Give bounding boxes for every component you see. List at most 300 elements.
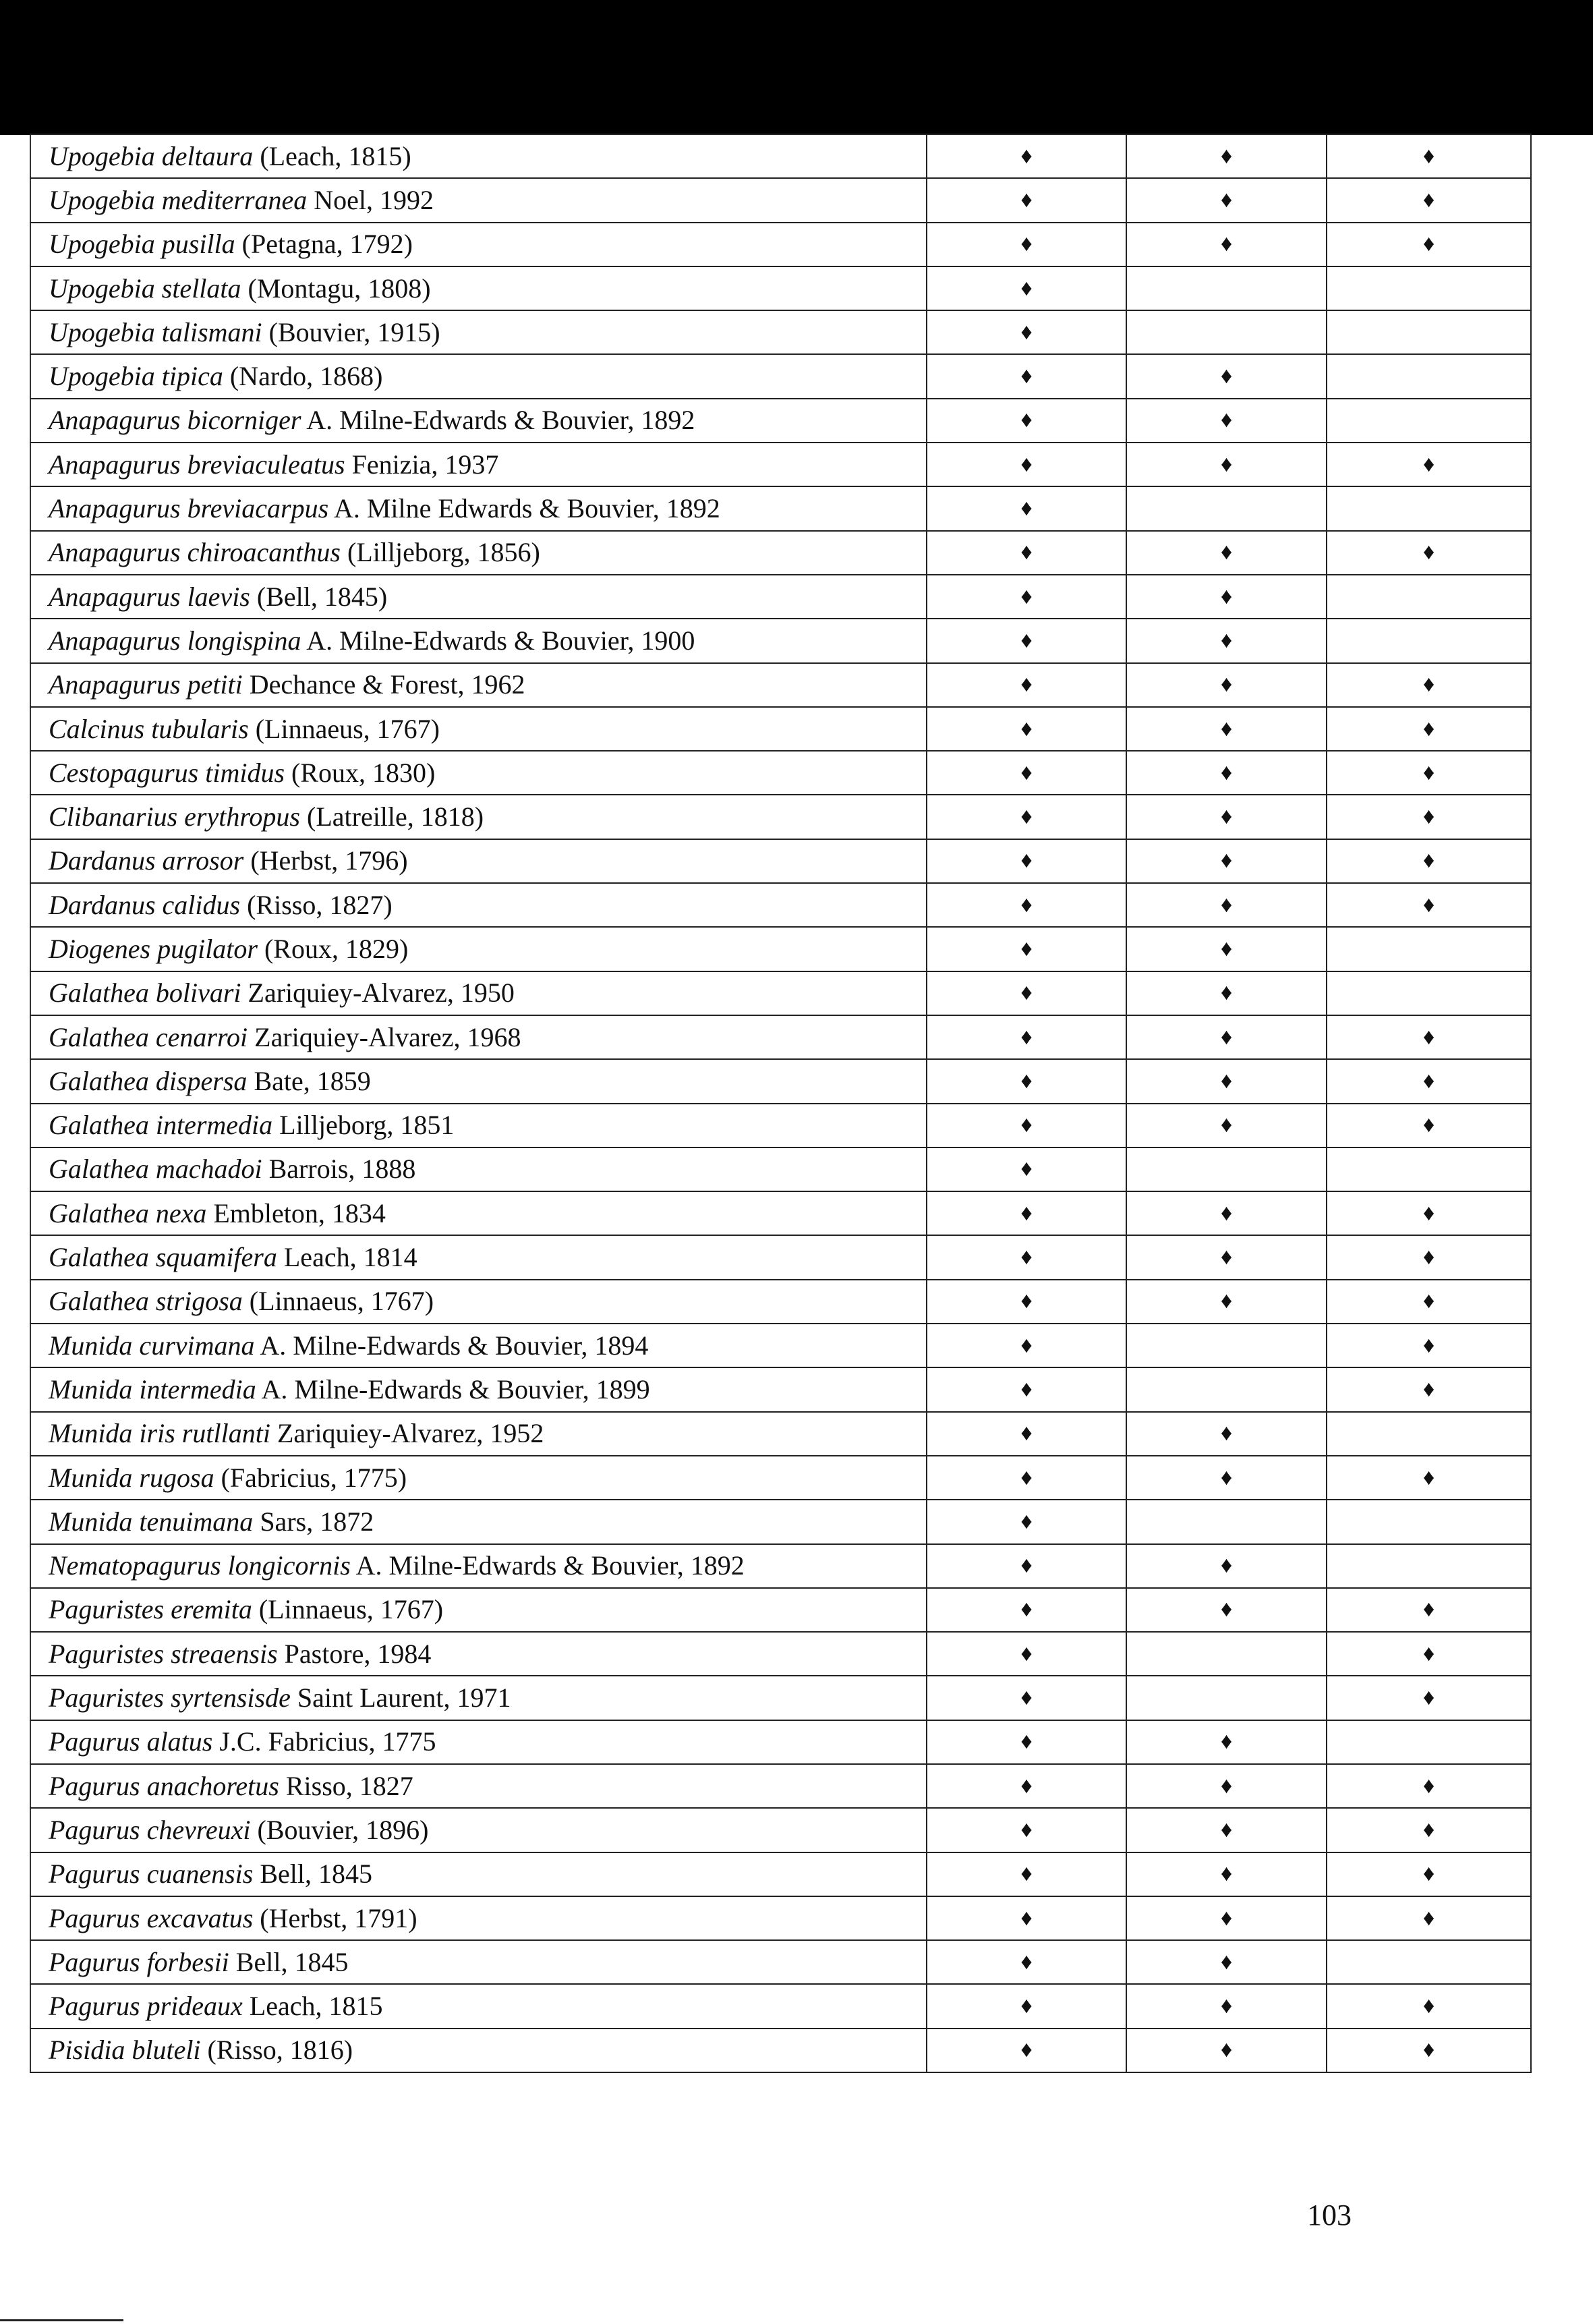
presence-cell-3 bbox=[1327, 971, 1531, 1015]
species-cell bbox=[30, 2029, 927, 2072]
presence-cell-1 bbox=[927, 1632, 1126, 1676]
species-cell bbox=[30, 1412, 927, 1456]
taxon-name: Cestopagurus timidus bbox=[49, 757, 285, 788]
table-row bbox=[30, 531, 1531, 575]
presence-cell-2 bbox=[1126, 1764, 1327, 1808]
species-cell bbox=[30, 971, 927, 1015]
presence-cell-3 bbox=[1327, 399, 1531, 443]
taxon-authority: (Leach, 1815) bbox=[260, 140, 411, 171]
table-row bbox=[30, 266, 1531, 310]
taxon-name: Pagurus alatus bbox=[49, 1726, 213, 1757]
taxon-name: Galathea squamifera bbox=[49, 1242, 277, 1273]
presence-cell-3 bbox=[1327, 1940, 1531, 1984]
diamond-icon: ♦ bbox=[1220, 231, 1233, 257]
taxon-authority: (Montagu, 1808) bbox=[248, 273, 431, 304]
presence-cell-1 bbox=[927, 1720, 1126, 1764]
taxon-authority: Noel, 1992 bbox=[314, 184, 434, 215]
diamond-icon: ♦ bbox=[1020, 848, 1033, 874]
table-row bbox=[30, 2029, 1531, 2072]
presence-cell-1 bbox=[927, 531, 1126, 575]
taxon-authority: Embleton, 1834 bbox=[213, 1197, 386, 1228]
taxon-authority: A. Milne-Edwards & Bouvier, 1899 bbox=[261, 1373, 650, 1405]
diamond-icon: ♦ bbox=[1020, 672, 1033, 698]
diamond-icon: ♦ bbox=[1020, 1156, 1033, 1182]
diamond-icon: ♦ bbox=[1020, 540, 1033, 565]
presence-cell-2 bbox=[1126, 443, 1327, 486]
diamond-icon: ♦ bbox=[1422, 187, 1435, 212]
species-cell bbox=[30, 354, 927, 398]
presence-cell-3 bbox=[1327, 1280, 1531, 1324]
presence-cell-3 bbox=[1327, 1015, 1531, 1059]
presence-cell-2 bbox=[1126, 310, 1327, 354]
taxon-name: Anapagurus petiti bbox=[49, 669, 243, 700]
presence-cell-1 bbox=[927, 178, 1126, 222]
table-row bbox=[30, 399, 1531, 443]
diamond-icon: ♦ bbox=[1020, 627, 1033, 653]
diamond-icon: ♦ bbox=[1220, 1729, 1233, 1755]
species-cell bbox=[30, 1632, 927, 1676]
presence-cell-1 bbox=[927, 486, 1126, 530]
species-cell bbox=[30, 178, 927, 222]
presence-cell-3 bbox=[1327, 1984, 1531, 2028]
diamond-icon: ♦ bbox=[1020, 1553, 1033, 1579]
table-row bbox=[30, 1191, 1531, 1235]
taxon-name: Diogenes pugilator bbox=[49, 933, 258, 964]
presence-cell-1 bbox=[927, 1059, 1126, 1103]
presence-cell-3 bbox=[1327, 1235, 1531, 1279]
presence-cell-1 bbox=[927, 927, 1126, 971]
taxon-authority: (Bouvier, 1896) bbox=[257, 1814, 429, 1845]
species-cell bbox=[30, 1280, 927, 1324]
diamond-icon: ♦ bbox=[1020, 1112, 1033, 1138]
presence-cell-1 bbox=[927, 1412, 1126, 1456]
presence-cell-3 bbox=[1327, 1367, 1531, 1411]
presence-cell-2 bbox=[1126, 1324, 1327, 1367]
taxon-name: Galathea strigosa bbox=[49, 1286, 243, 1317]
presence-cell-3 bbox=[1327, 707, 1531, 751]
diamond-icon: ♦ bbox=[1220, 1597, 1233, 1622]
species-cell bbox=[30, 1147, 927, 1191]
diamond-icon: ♦ bbox=[1020, 1817, 1033, 1842]
diamond-icon: ♦ bbox=[1422, 1245, 1435, 1270]
diamond-icon: ♦ bbox=[1422, 1773, 1435, 1798]
diamond-icon: ♦ bbox=[1220, 1817, 1233, 1842]
diamond-icon: ♦ bbox=[1020, 1288, 1033, 1314]
species-cell bbox=[30, 1015, 927, 1059]
diamond-icon: ♦ bbox=[1422, 1332, 1435, 1358]
table-row bbox=[30, 1280, 1531, 1324]
taxon-name: Galathea bolivari bbox=[49, 977, 241, 1009]
species-cell bbox=[30, 443, 927, 486]
table-row bbox=[30, 1984, 1531, 2028]
diamond-icon: ♦ bbox=[1220, 187, 1233, 212]
presence-cell-1 bbox=[927, 971, 1126, 1015]
presence-cell-2 bbox=[1126, 1059, 1327, 1103]
presence-cell-1 bbox=[927, 751, 1126, 795]
taxon-name: Anapagurus chiroacanthus bbox=[49, 537, 341, 568]
species-cell bbox=[30, 1720, 927, 1764]
species-cell bbox=[30, 575, 927, 619]
presence-cell-3 bbox=[1327, 1412, 1531, 1456]
diamond-icon: ♦ bbox=[1220, 407, 1233, 433]
diamond-icon: ♦ bbox=[1020, 1421, 1033, 1446]
table-row bbox=[30, 178, 1531, 222]
taxon-name: Anapagurus laevis bbox=[49, 581, 250, 612]
species-cell bbox=[30, 1984, 927, 2028]
taxon-authority: Zariquiey-Alvarez, 1952 bbox=[277, 1418, 544, 1449]
presence-cell-2 bbox=[1126, 399, 1327, 443]
taxon-name: Galathea machadoi bbox=[49, 1154, 262, 1185]
table-row bbox=[30, 223, 1531, 266]
diamond-icon: ♦ bbox=[1020, 1949, 1033, 1975]
diamond-icon: ♦ bbox=[1422, 848, 1435, 874]
diamond-icon: ♦ bbox=[1422, 672, 1435, 698]
diamond-icon: ♦ bbox=[1020, 1993, 1033, 2019]
diamond-icon: ♦ bbox=[1020, 936, 1033, 961]
presence-cell-3 bbox=[1327, 1191, 1531, 1235]
species-cell bbox=[30, 663, 927, 707]
diamond-icon: ♦ bbox=[1220, 848, 1233, 874]
presence-cell-3 bbox=[1327, 1632, 1531, 1676]
presence-cell-1 bbox=[927, 266, 1126, 310]
presence-cell-3 bbox=[1327, 1500, 1531, 1543]
taxon-name: Upogebia stellata bbox=[49, 273, 241, 304]
diamond-icon: ♦ bbox=[1422, 1376, 1435, 1402]
taxon-name: Pagurus prideaux bbox=[49, 1991, 243, 2022]
presence-cell-2 bbox=[1126, 1191, 1327, 1235]
diamond-icon: ♦ bbox=[1220, 540, 1233, 565]
presence-cell-2 bbox=[1126, 1632, 1327, 1676]
diamond-icon: ♦ bbox=[1422, 143, 1435, 169]
diamond-icon: ♦ bbox=[1020, 187, 1033, 212]
taxon-authority: Risso, 1827 bbox=[285, 1770, 413, 1801]
page-number: 103 bbox=[1307, 2199, 1352, 2232]
taxon-authority: Bate, 1859 bbox=[254, 1065, 371, 1096]
diamond-icon: ♦ bbox=[1422, 804, 1435, 830]
table-row bbox=[30, 1147, 1531, 1191]
taxon-name: Munida tenuimana bbox=[49, 1506, 254, 1537]
diamond-icon: ♦ bbox=[1220, 451, 1233, 477]
table-row bbox=[30, 1324, 1531, 1367]
diamond-icon: ♦ bbox=[1422, 1905, 1435, 1931]
presence-cell-2 bbox=[1126, 971, 1327, 1015]
presence-cell-1 bbox=[927, 1896, 1126, 1940]
taxon-name: Paguristes streaensis bbox=[49, 1638, 278, 1669]
table-row bbox=[30, 663, 1531, 707]
table-row bbox=[30, 971, 1531, 1015]
presence-cell-1 bbox=[927, 663, 1126, 707]
diamond-icon: ♦ bbox=[1020, 804, 1033, 830]
species-cell bbox=[30, 1896, 927, 1940]
species-cell bbox=[30, 1940, 927, 1984]
presence-cell-2 bbox=[1126, 1412, 1327, 1456]
diamond-icon: ♦ bbox=[1220, 936, 1233, 961]
diamond-icon: ♦ bbox=[1220, 980, 1233, 1006]
taxon-authority: (Roux, 1829) bbox=[264, 933, 409, 964]
presence-cell-1 bbox=[927, 1984, 1126, 2028]
diamond-icon: ♦ bbox=[1220, 804, 1233, 830]
scan-dark-band bbox=[0, 0, 1593, 135]
table-row bbox=[30, 310, 1531, 354]
taxon-name: Dardanus calidus bbox=[49, 889, 241, 920]
presence-cell-2 bbox=[1126, 839, 1327, 883]
presence-cell-2 bbox=[1126, 1676, 1327, 1720]
presence-cell-1 bbox=[927, 1147, 1126, 1191]
table-row bbox=[30, 927, 1531, 971]
presence-cell-2 bbox=[1126, 1984, 1327, 2028]
diamond-icon: ♦ bbox=[1422, 1685, 1435, 1711]
species-cell bbox=[30, 531, 927, 575]
presence-cell-1 bbox=[927, 1544, 1126, 1588]
presence-cell-1 bbox=[927, 619, 1126, 662]
taxon-name: Dardanus arrosor bbox=[49, 845, 244, 876]
table-row bbox=[30, 1940, 1531, 1984]
taxon-name: Pagurus chevreuxi bbox=[49, 1814, 251, 1845]
table-row bbox=[30, 1632, 1531, 1676]
diamond-icon: ♦ bbox=[1020, 980, 1033, 1006]
diamond-icon: ♦ bbox=[1020, 584, 1033, 609]
presence-cell-3 bbox=[1327, 310, 1531, 354]
presence-cell-2 bbox=[1126, 1147, 1327, 1191]
taxon-authority: (Lilljeborg, 1856) bbox=[347, 537, 540, 568]
presence-cell-1 bbox=[927, 1280, 1126, 1324]
species-cell bbox=[30, 795, 927, 839]
presence-cell-1 bbox=[927, 399, 1126, 443]
diamond-icon: ♦ bbox=[1020, 1245, 1033, 1270]
taxon-authority: (Risso, 1827) bbox=[247, 889, 393, 920]
presence-cell-1 bbox=[927, 443, 1126, 486]
diamond-icon: ♦ bbox=[1020, 1200, 1033, 1226]
taxon-name: Upogebia mediterranea bbox=[49, 184, 308, 215]
taxon-authority: (Herbst, 1791) bbox=[260, 1902, 417, 1933]
table-row bbox=[30, 839, 1531, 883]
diamond-icon: ♦ bbox=[1220, 1949, 1233, 1975]
presence-cell-1 bbox=[927, 575, 1126, 619]
presence-cell-3 bbox=[1327, 575, 1531, 619]
diamond-icon: ♦ bbox=[1422, 231, 1435, 257]
diamond-icon: ♦ bbox=[1220, 1465, 1233, 1490]
presence-cell-2 bbox=[1126, 707, 1327, 751]
taxon-authority: A. Milne Edwards & Bouvier, 1892 bbox=[333, 493, 720, 524]
species-cell bbox=[30, 1588, 927, 1632]
table-row bbox=[30, 707, 1531, 751]
presence-cell-2 bbox=[1126, 1367, 1327, 1411]
species-cell bbox=[30, 619, 927, 662]
diamond-icon: ♦ bbox=[1422, 892, 1435, 917]
presence-cell-3 bbox=[1327, 619, 1531, 662]
footnote-rule bbox=[0, 2319, 123, 2321]
presence-cell-3 bbox=[1327, 1676, 1531, 1720]
presence-cell-2 bbox=[1126, 223, 1327, 266]
taxon-authority: (Linnaeus, 1767) bbox=[249, 1286, 434, 1317]
species-cell bbox=[30, 1500, 927, 1543]
presence-cell-1 bbox=[927, 1367, 1126, 1411]
presence-cell-3 bbox=[1327, 1720, 1531, 1764]
table-row bbox=[30, 1367, 1531, 1411]
diamond-icon: ♦ bbox=[1020, 143, 1033, 169]
presence-cell-3 bbox=[1327, 1896, 1531, 1940]
table-row bbox=[30, 795, 1531, 839]
presence-cell-3 bbox=[1327, 751, 1531, 795]
taxon-name: Upogebia pusilla bbox=[49, 229, 235, 260]
species-cell bbox=[30, 707, 927, 751]
taxon-authority: Leach, 1815 bbox=[249, 1991, 383, 2022]
presence-cell-1 bbox=[927, 1588, 1126, 1632]
presence-cell-3 bbox=[1327, 443, 1531, 486]
diamond-icon: ♦ bbox=[1422, 1024, 1435, 1050]
taxon-authority: (Herbst, 1796) bbox=[250, 845, 408, 876]
diamond-icon: ♦ bbox=[1020, 1861, 1033, 1887]
table-row bbox=[30, 354, 1531, 398]
diamond-icon: ♦ bbox=[1020, 1773, 1033, 1798]
presence-cell-3 bbox=[1327, 1104, 1531, 1147]
presence-cell-1 bbox=[927, 1676, 1126, 1720]
diamond-icon: ♦ bbox=[1220, 1200, 1233, 1226]
presence-cell-3 bbox=[1327, 266, 1531, 310]
presence-cell-1 bbox=[927, 1324, 1126, 1367]
taxon-name: Anapagurus breviaculeatus bbox=[49, 449, 345, 480]
species-cell bbox=[30, 266, 927, 310]
taxon-authority: (Risso, 1816) bbox=[207, 2035, 353, 2066]
taxon-authority: Zariquiey-Alvarez, 1950 bbox=[248, 977, 515, 1009]
species-cell bbox=[30, 839, 927, 883]
diamond-icon: ♦ bbox=[1422, 540, 1435, 565]
diamond-icon: ♦ bbox=[1220, 1993, 1233, 2019]
diamond-icon: ♦ bbox=[1020, 1068, 1033, 1094]
diamond-icon: ♦ bbox=[1220, 1905, 1233, 1931]
table-row bbox=[30, 1059, 1531, 1103]
species-cell bbox=[30, 751, 927, 795]
diamond-icon: ♦ bbox=[1220, 672, 1233, 698]
taxon-name: Paguristes syrtensisde bbox=[49, 1682, 291, 1713]
taxon-authority: (Bell, 1845) bbox=[256, 581, 388, 612]
presence-cell-2 bbox=[1126, 1720, 1327, 1764]
species-cell bbox=[30, 134, 927, 178]
taxon-name: Calcinus tubularis bbox=[49, 713, 249, 744]
species-cell bbox=[30, 1059, 927, 1103]
diamond-icon: ♦ bbox=[1020, 1508, 1033, 1534]
species-cell bbox=[30, 1104, 927, 1147]
table-row bbox=[30, 1015, 1531, 1059]
diamond-icon: ♦ bbox=[1422, 1068, 1435, 1094]
table-row bbox=[30, 751, 1531, 795]
presence-cell-3 bbox=[1327, 223, 1531, 266]
taxon-name: Munida curvimana bbox=[49, 1330, 255, 1361]
presence-cell-3 bbox=[1327, 354, 1531, 398]
diamond-icon: ♦ bbox=[1220, 584, 1233, 609]
table-row bbox=[30, 1676, 1531, 1720]
presence-cell-3 bbox=[1327, 134, 1531, 178]
diamond-icon: ♦ bbox=[1020, 319, 1033, 345]
presence-cell-2 bbox=[1126, 134, 1327, 178]
taxon-authority: (Petagna, 1792) bbox=[241, 229, 413, 260]
diamond-icon: ♦ bbox=[1220, 1068, 1233, 1094]
table-row bbox=[30, 1235, 1531, 1279]
presence-cell-2 bbox=[1126, 927, 1327, 971]
presence-cell-2 bbox=[1126, 2029, 1327, 2072]
taxon-authority: Zariquiey-Alvarez, 1968 bbox=[254, 1021, 521, 1052]
taxon-authority: Sars, 1872 bbox=[260, 1506, 374, 1537]
presence-cell-1 bbox=[927, 1191, 1126, 1235]
presence-cell-1 bbox=[927, 1104, 1126, 1147]
diamond-icon: ♦ bbox=[1220, 627, 1233, 653]
taxon-name: Munida rugosa bbox=[49, 1462, 214, 1493]
diamond-icon: ♦ bbox=[1422, 1861, 1435, 1887]
presence-cell-3 bbox=[1327, 1764, 1531, 1808]
presence-cell-2 bbox=[1126, 1104, 1327, 1147]
diamond-icon: ♦ bbox=[1220, 1288, 1233, 1314]
taxon-authority: (Linnaeus, 1767) bbox=[255, 713, 440, 744]
species-occurrence-table bbox=[30, 134, 1532, 2073]
taxon-name: Pisidia bluteli bbox=[49, 2035, 201, 2066]
table-row bbox=[30, 1588, 1531, 1632]
presence-cell-3 bbox=[1327, 1324, 1531, 1367]
taxon-name: Galathea intermedia bbox=[49, 1110, 273, 1141]
presence-cell-3 bbox=[1327, 531, 1531, 575]
taxon-authority: Dechance & Forest, 1962 bbox=[249, 669, 525, 700]
table-body bbox=[30, 134, 1531, 2072]
presence-cell-2 bbox=[1126, 663, 1327, 707]
taxon-authority: Lilljeborg, 1851 bbox=[279, 1110, 455, 1141]
diamond-icon: ♦ bbox=[1020, 1905, 1033, 1931]
species-cell bbox=[30, 1367, 927, 1411]
diamond-icon: ♦ bbox=[1020, 1729, 1033, 1755]
taxon-authority: A. Milne-Edwards & Bouvier, 1900 bbox=[306, 625, 695, 656]
diamond-icon: ♦ bbox=[1422, 1465, 1435, 1490]
taxon-name: Munida intermedia bbox=[49, 1373, 256, 1405]
presence-cell-2 bbox=[1126, 1808, 1327, 1852]
presence-cell-2 bbox=[1126, 178, 1327, 222]
diamond-icon: ♦ bbox=[1220, 364, 1233, 389]
presence-cell-2 bbox=[1126, 751, 1327, 795]
table-row bbox=[30, 443, 1531, 486]
presence-cell-2 bbox=[1126, 1235, 1327, 1279]
diamond-icon: ♦ bbox=[1422, 1993, 1435, 2019]
presence-cell-3 bbox=[1327, 1147, 1531, 1191]
species-cell bbox=[30, 1235, 927, 1279]
diamond-icon: ♦ bbox=[1220, 1245, 1233, 1270]
species-cell bbox=[30, 1676, 927, 1720]
diamond-icon: ♦ bbox=[1020, 1597, 1033, 1622]
species-cell bbox=[30, 1808, 927, 1852]
taxon-authority: Bell, 1845 bbox=[235, 1946, 349, 1977]
presence-cell-2 bbox=[1126, 883, 1327, 927]
presence-cell-1 bbox=[927, 354, 1126, 398]
presence-cell-2 bbox=[1126, 1456, 1327, 1500]
species-cell bbox=[30, 1191, 927, 1235]
species-cell bbox=[30, 1852, 927, 1896]
presence-cell-3 bbox=[1327, 1456, 1531, 1500]
presence-cell-3 bbox=[1327, 2029, 1531, 2072]
presence-cell-2 bbox=[1126, 1280, 1327, 1324]
table-row bbox=[30, 1720, 1531, 1764]
taxon-authority: J.C. Fabricius, 1775 bbox=[219, 1726, 436, 1757]
diamond-icon: ♦ bbox=[1020, 364, 1033, 389]
diamond-icon: ♦ bbox=[1020, 1685, 1033, 1711]
taxon-name: Upogebia talismani bbox=[49, 316, 262, 347]
diamond-icon: ♦ bbox=[1020, 892, 1033, 917]
taxon-authority: (Roux, 1830) bbox=[291, 757, 436, 788]
diamond-icon: ♦ bbox=[1220, 1553, 1233, 1579]
diamond-icon: ♦ bbox=[1220, 892, 1233, 917]
table-row bbox=[30, 619, 1531, 662]
species-cell bbox=[30, 486, 927, 530]
taxon-name: Paguristes eremita bbox=[49, 1594, 252, 1625]
table-row bbox=[30, 883, 1531, 927]
table-row bbox=[30, 1764, 1531, 1808]
table-row bbox=[30, 134, 1531, 178]
presence-cell-2 bbox=[1126, 531, 1327, 575]
